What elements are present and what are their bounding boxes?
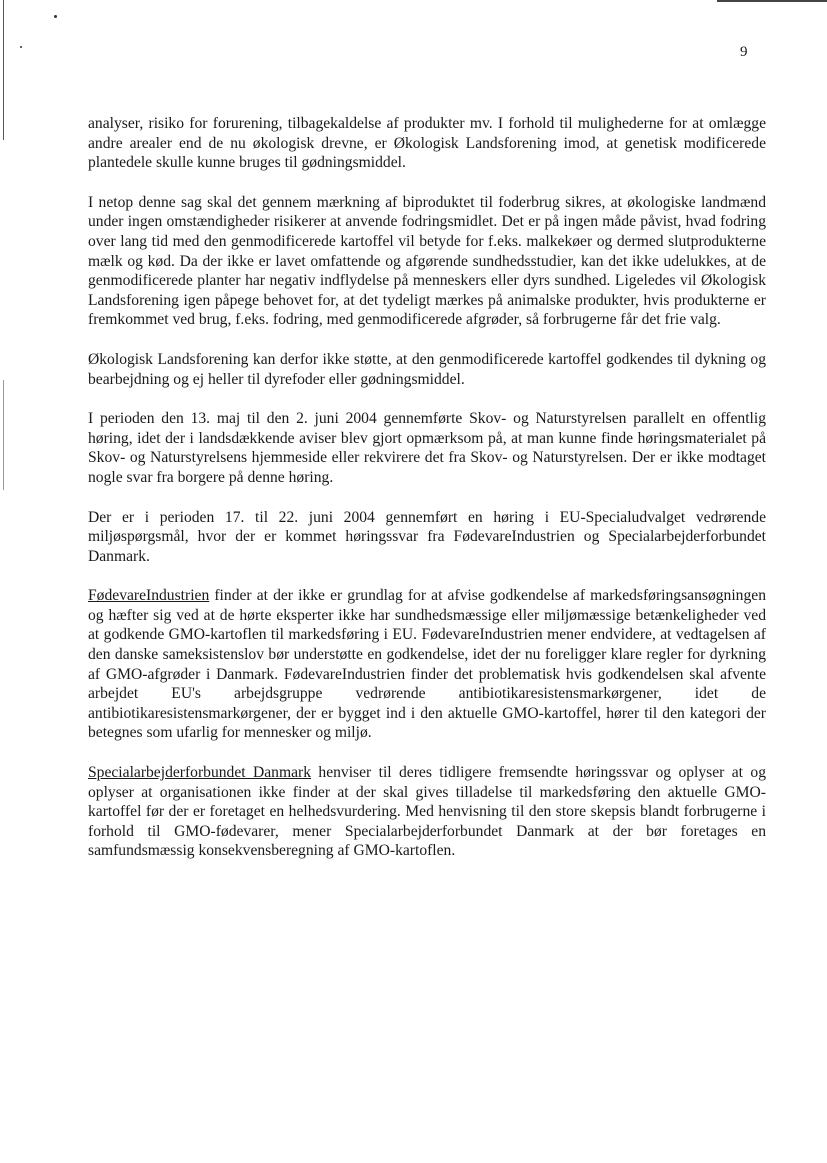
page-number: 9 xyxy=(740,44,748,60)
organization-name-underlined: Specialarbejderforbundet Danmark xyxy=(88,764,312,782)
scan-edge-line-lower xyxy=(3,380,4,490)
paragraph-4: I perioden den 13. maj til den 2. juni 2004 gennemførte Skov- og Naturstyrelsen parallelt en offentlig høring, idet der i landsdækkende aviser blev gjort opmærksom på, at man kunne finde høringsmaterialet på Skov- og Naturstyrelsens hjemmeside eller rekvirere det fra Skov- og Naturstyrelsen. Der er ikke modtaget nogle svar fra borgere på denne høring. xyxy=(88,410,766,486)
paragraph-7: Specialarbejderforbundet Danmark henviser til deres tidligere fremsendte høringssvar og oplyser at og oplyser at organisationen ikke finder at der skal gives tilladelse til markedsføring den aktuelle GMO-kartoffel før der er foretaget en helhedsvurdering. Med henvisning til den store skepsis blandt forbrugerne i forhold til GMO-fødevarer, mener Specialarbejderforbundet Danmark at der bør foretages en samfundsmæssig konsekvensberegning af GMO-kartoflen. xyxy=(88,764,766,860)
paragraph-1: analyser, risiko for forurening, tilbagekaldelse af produkter mv. I forhold til mulighederne for at omlægge andre arealer end de nu økologisk drevne, er Økologisk Landsforening imod, at genetisk modificerede plantedele skulle kunne bruges til gødningsmiddel. xyxy=(88,115,766,172)
scan-speck xyxy=(54,15,57,18)
scan-edge-line xyxy=(3,0,4,140)
paragraph-3: Økologisk Landsforening kan derfor ikke støtte, at den genmodificerede kartoffel godkendes til dykning og bearbejdning og ej heller til dyrefoder eller gødningsmiddel. xyxy=(88,350,766,388)
document-body xyxy=(88,114,766,881)
paragraph-2: I netop denne sag skal det gennem mærkning af biproduktet til foderbrug sikres, at økologiske landmænd under ingen omstændigheder risikerer at anvende fodringsmidlet. Det er på ingen måde påvist, hvad fodring over lang tid med den genmodificerede kartoffel vil betyde for f.eks. malkekøer og dermed slutprodukterne mælk og kød. Da der ikke er lavet omfattende og afgørende sundhedsstudier, kan det ikke udelukkes, at de genmodificerede planter har negativ indflydelse på menneskers eller dyrs sundhed. Ligeledes vil Økologisk Landsforening igen påpege behovet for, at det tydeligt mærkes på animalske produkter, hvis produkterne er fremkommet ved brug, f.eks. fodring, med genmodificerede afgrøder, så forbrugerne får det frie valg. xyxy=(88,193,766,329)
scan-top-rule xyxy=(717,0,827,2)
paragraph-5: Der er i perioden 17. til 22. juni 2004 gennemført en høring i EU-Specialudvalget vedrørende miljøspørgsmål, hvor der er kommet høringssvar fra FødevareIndustrien og Specialarbejderforbundet Danmark. xyxy=(88,508,766,565)
organization-name-underlined: FødevareIndustrien xyxy=(88,587,210,605)
paragraph-6: FødevareIndustrien finder at der ikke er grundlag for at afvise godkendelse af markedsføringsansøgningen og hæfter sig ved at de hørte eksperter ikke har sundhedsmæssige eller miljømæssige betænkeligheder ved at godkende GMO-kartoflen til markedsføring i EU. FødevareIndustrien mener endvidere, at vedtagelsen af den danske sameksistenslov bør understøtte en godkendelse, idet der nu foreligger klare regler for dyrkning af GMO-afgrøder i Danmark. FødevareIndustrien finder det problematisk hvis godkendelsen skal afvente arbejdet EU's arbejdsgruppe vedrørende antibiotikaresistensmarkørgener, idet de antibiotikaresistensmarkørgener, der er bygget ind i den aktuelle GMO-kartoffel, hører til den kategori der betegnes som ufarlig for mennesker og miljø. xyxy=(88,587,766,742)
scan-speck xyxy=(20,46,22,48)
